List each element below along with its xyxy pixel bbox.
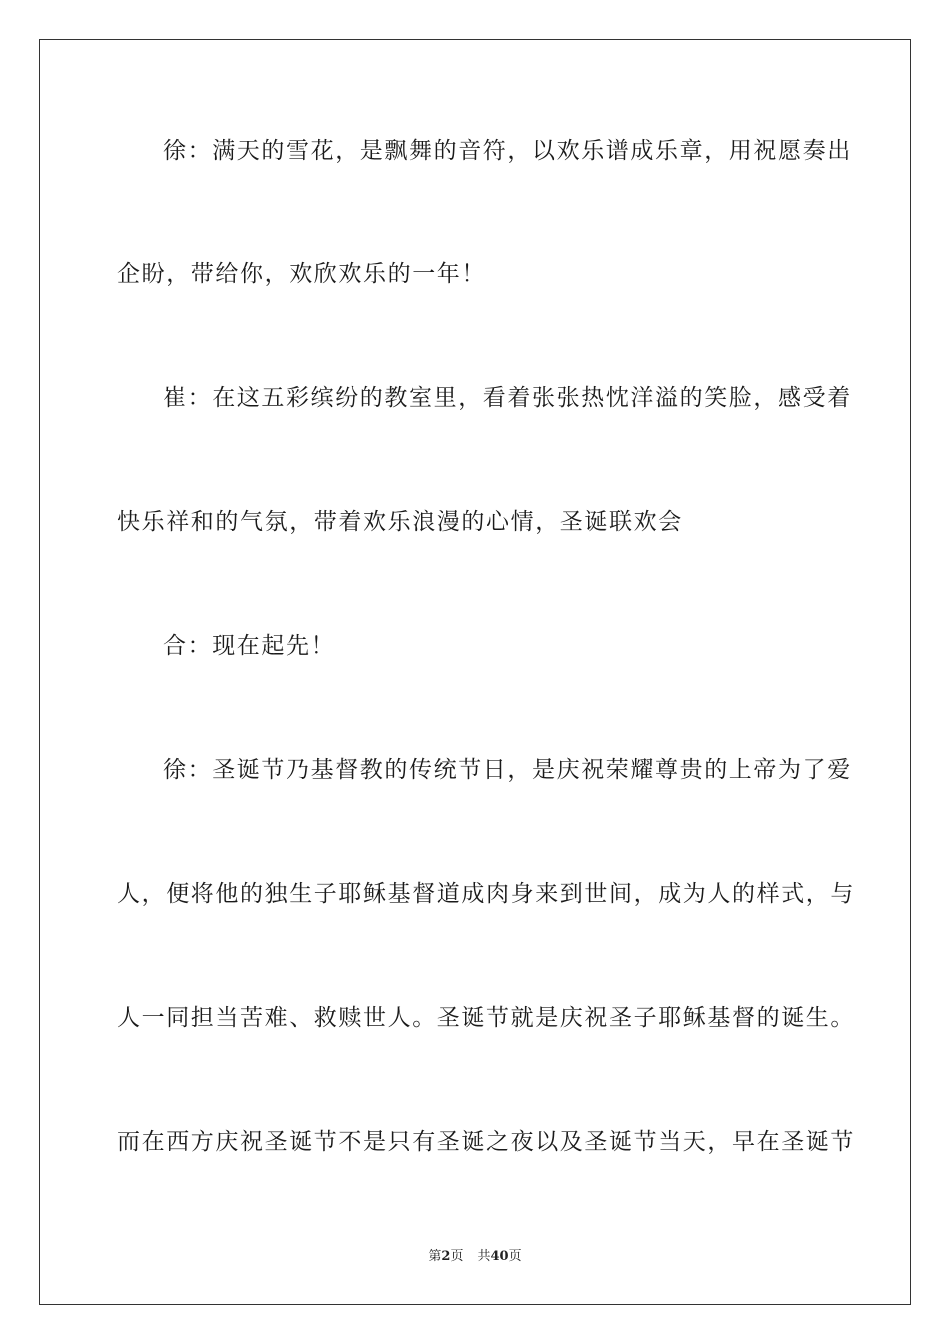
page-border [39, 39, 911, 1305]
paragraph-line: 徐：圣诞节乃基督教的传统节日，是庆祝荣耀尊贵的上帝为了爱 [163, 757, 852, 783]
paragraph-line: 企盼，带给你，欢欣欢乐的一年！ [117, 261, 486, 287]
paragraph-line: 人一同担当苦难、救赎世人。圣诞节就是庆祝圣子耶稣基督的诞生。 [117, 1005, 855, 1031]
footer-page-suffix: 页 [450, 1249, 464, 1264]
paragraph-line: 徐：满天的雪花，是飘舞的音符，以欢乐谱成乐章，用祝愿奏出 [163, 138, 852, 164]
footer-page-prefix: 第 [428, 1249, 442, 1264]
footer-total-suffix: 页 [508, 1249, 522, 1264]
page-footer [0, 1248, 950, 1266]
paragraph-line: 而在西方庆祝圣诞节不是只有圣诞之夜以及圣诞节当天，早在圣诞节 [117, 1129, 855, 1155]
paragraph-line: 合：现在起先！ [163, 633, 336, 659]
paragraph-line: 人，便将他的独生子耶稣基督道成肉身来到世间，成为人的样式，与 [117, 881, 855, 907]
paragraph-line: 崔：在这五彩缤纷的教室里，看着张张热忱洋溢的笑脸，感受着 [163, 385, 852, 411]
footer-total-pages: 40 [490, 1249, 509, 1264]
footer-total-prefix: 共 [477, 1249, 491, 1264]
paragraph-line: 快乐祥和的气氛，带着欢乐浪漫的心情，圣诞联欢会 [117, 509, 683, 535]
footer-page-number: 2 [441, 1249, 451, 1264]
